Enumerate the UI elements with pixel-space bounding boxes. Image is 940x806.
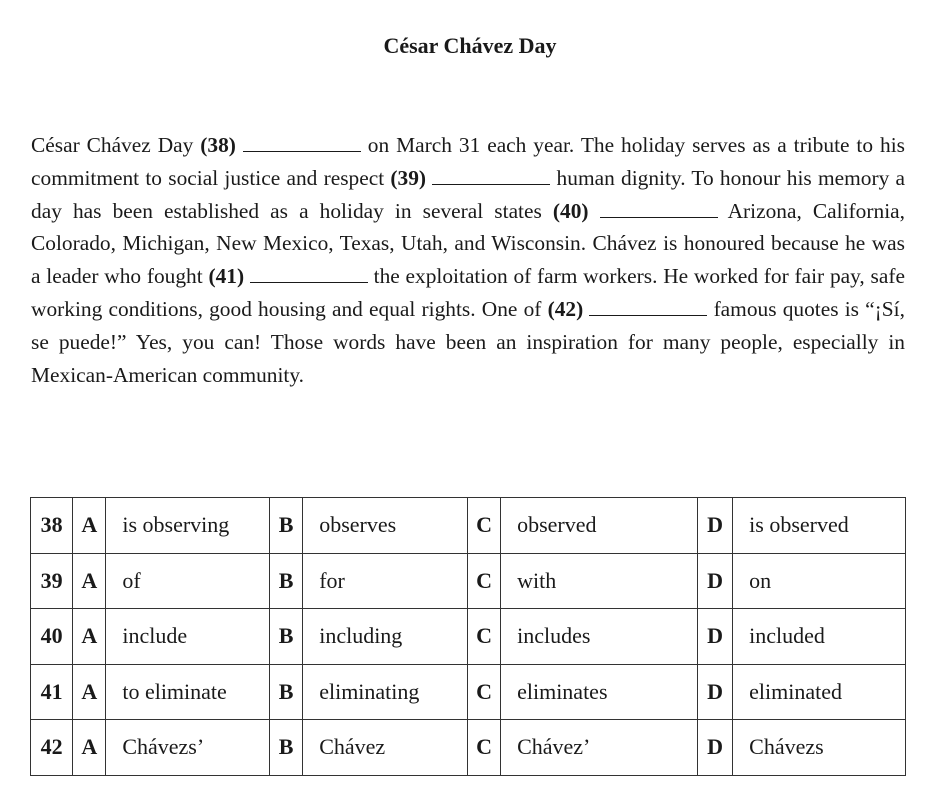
page-title: César Chávez Day [383,33,557,58]
option-d[interactable]: eliminated [733,664,906,720]
blank-marker-42: (42) [547,296,584,321]
option-letter-c: C [467,553,500,609]
option-a[interactable]: to eliminate [106,664,270,720]
option-letter-c: C [467,720,500,776]
option-a[interactable]: is observing [106,498,270,554]
question-number: 40 [31,609,73,665]
option-letter-d: D [697,498,732,554]
blank-marker-39: (39) [390,165,427,190]
option-letter-a: A [73,609,106,665]
blank-marker-38: (38) [200,133,236,157]
blank-42[interactable] [589,299,707,316]
option-d[interactable]: on [733,553,906,609]
option-c[interactable]: with [501,553,698,609]
option-b[interactable]: Chávez [303,720,468,776]
option-letter-a: A [73,553,106,609]
blank-marker-41: (41) [208,264,245,289]
option-letter-d: D [697,720,732,776]
question-number: 41 [31,664,73,720]
blank-marker-40: (40) [552,198,589,223]
option-c[interactable]: Chávez’ [501,720,698,776]
option-a[interactable]: Chávezs’ [106,720,270,776]
option-c[interactable]: observed [501,498,698,554]
option-d[interactable]: included [733,609,906,665]
table-row [31,609,906,665]
passage-segment: César Chávez Day [31,133,194,157]
option-letter-d: D [697,609,732,665]
passage-segment: on March 31 each year. The holiday serves as a tribute to his commitment to social justice and respect [31,133,905,190]
table-row [31,553,906,609]
blank-41[interactable] [250,266,368,283]
option-letter-b: B [270,609,303,665]
table-row [31,498,906,554]
option-a[interactable]: of [106,553,270,609]
answer-options-table [30,497,906,776]
option-b[interactable]: observes [303,498,468,554]
option-c[interactable]: includes [501,609,698,665]
option-a[interactable]: include [106,609,270,665]
option-letter-b: B [270,720,303,776]
question-number: 42 [31,720,73,776]
passage-segment: Arizona, California, Colorado, Michigan, New Mexico, Texas, Utah, and Wisconsin. Chávez is honoured because he was a leader who fought [31,198,905,289]
option-b[interactable]: including [303,609,468,665]
question-number: 38 [31,498,73,554]
table-row [31,664,906,720]
option-letter-c: C [467,609,500,665]
option-c[interactable]: eliminates [501,664,698,720]
blank-38[interactable] [243,135,361,152]
table-row [31,720,906,776]
passage-segment: famous quotes is “¡Sí, se puede!” Yes, you can! Those words have been an inspiration for many people, especially in Mexican-American community. [31,296,905,387]
passage-segment: the exploitation of farm workers. He worked for fair pay, safe working conditions, good housing and equal rights. One of [31,264,905,321]
option-b[interactable]: for [303,553,468,609]
option-letter-c: C [467,498,500,554]
option-letter-a: A [73,498,106,554]
option-d[interactable]: Chávezs [733,720,906,776]
option-letter-d: D [697,664,732,720]
blank-40[interactable] [600,201,718,218]
option-letter-b: B [270,553,303,609]
blank-39[interactable] [432,168,550,185]
option-letter-b: B [270,498,303,554]
option-b[interactable]: eliminating [303,664,468,720]
option-d[interactable]: is observed [733,498,906,554]
option-letter-b: B [270,664,303,720]
passage-text [31,129,905,391]
question-number: 39 [31,553,73,609]
passage-segment: human dignity. To honour his memory a day has been established as a holiday in several states [31,165,905,223]
option-letter-a: A [73,720,106,776]
option-letter-a: A [73,664,106,720]
option-letter-c: C [467,664,500,720]
option-letter-d: D [697,553,732,609]
